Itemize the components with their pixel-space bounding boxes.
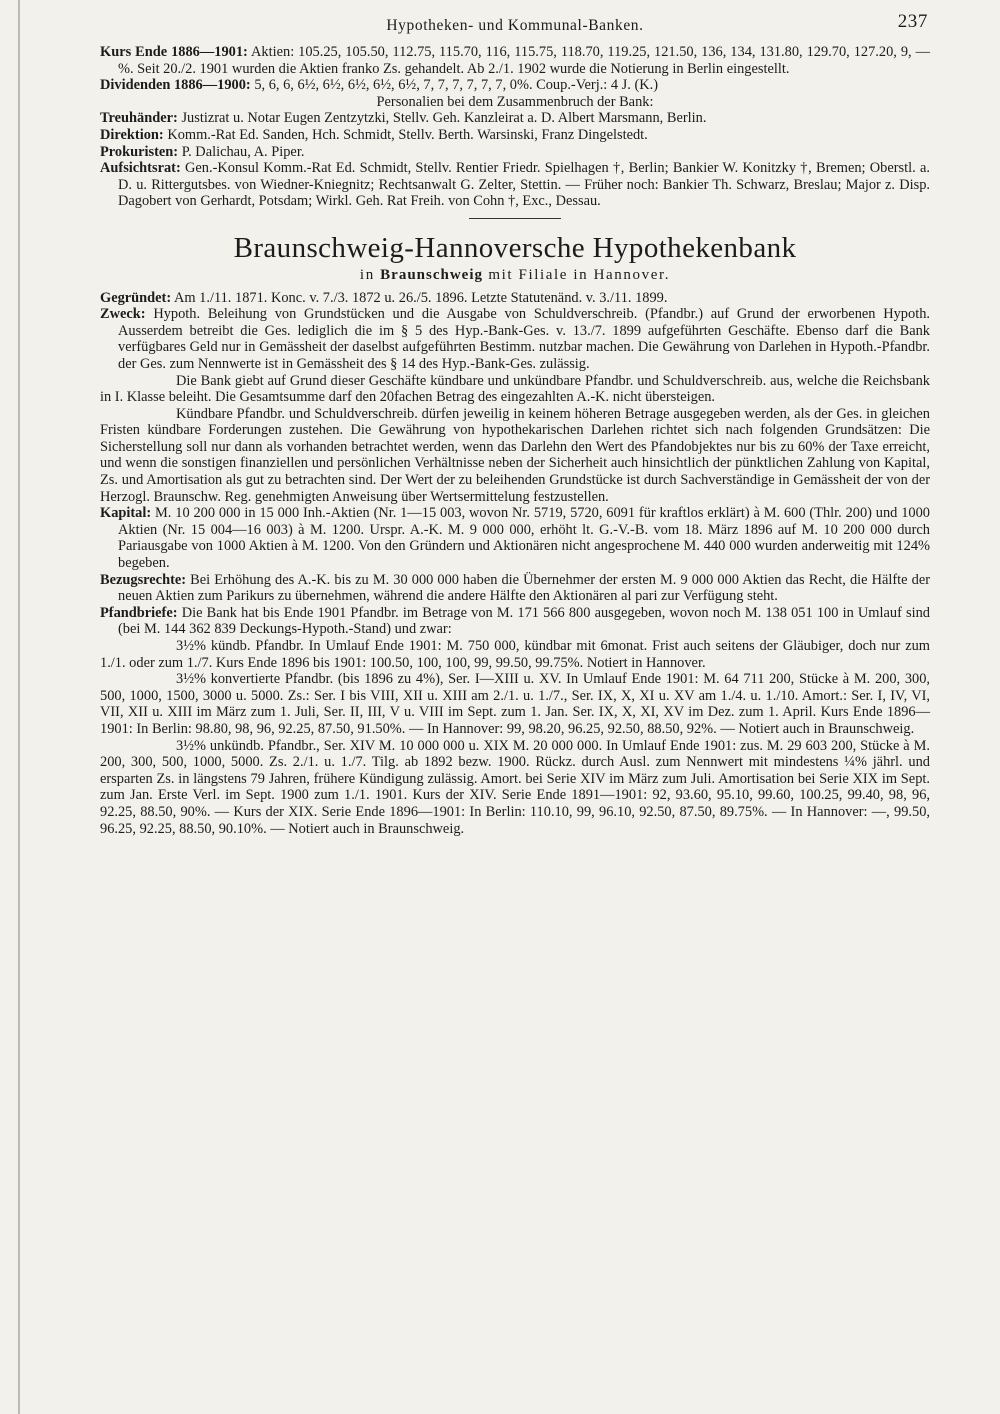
prokuristen-text: P. Dalichau, A. Piper.: [181, 143, 305, 160]
page-binding-edge: [18, 0, 20, 1414]
treuhaender-paragraph: [100, 110, 930, 127]
direktion-label: Direktion:: [100, 126, 164, 143]
pfandbriefe-kuendbar: 3½% kündb. Pfandbr. In Umlauf Ende 1901: M. 750 000, kündbar mit 6monat. Frist auch seitens der Gläubiger, doch nur zum 1./1. oder zum 1./7. Kurs Ende 1896 bis 1901: 100.50, 100, 100, 99, 99.50, 99.75%. Notiert in Hannover.: [100, 638, 930, 671]
section-divider: [469, 218, 561, 219]
gegruendet-paragraph: [100, 290, 930, 307]
zweck-paragraph-2: Die Bank giebt auf Grund dieser Geschäfte kündbare und unkündbare Pfandbr. und Schuldverschreib. aus, welche die Reichsbank in I. Klasse beleiht. Die Gesamtsumme darf den 20fachen Betrag des eingezahlten A.-K. nicht übersteigen.: [100, 372, 930, 406]
pfandbriefe-unkuendbar: 3½% unkündb. Pfandbr., Ser. XIV M. 10 000 000 u. XIX M. 20 000 000. In Umlauf Ende 1901: zus. M. 29 603 200, Stücke à M. 200, 300, 500, 1000, 5000. Zs. 2./1. u. 1./7. Tilg. ab 1892 bezw. 1900. Rückz. durch Ausl. zum Nennwert mit mindestens ¼% jährl. und ersparten Zs. in längstens 79 Jahren, frühere Kündigung zulässig. Amort. bei Serie XIV im März zum Juli. Amortisation bei Serie XIX im Sept. zum Jan. Erste Verl. im Sept. 1900 zum 1./1. 1901. Kurs der XIV. Serie Ende 1891—1901: 92, 93.60, 95.10, 99.60, 100.25, 99.40, 98, 96, 92.25, 88.50, 90%. — Kurs der XIX. Serie Ende 1896—1901: In Berlin: 110.10, 99, 96.10, 92.50, 87.50, 89.75%. — In Hannover: —, 99.50, 96.25, 92.25, 88.50, 90.10%. — Notiert auch in Braunschweig.: [100, 737, 930, 837]
treuhaender-text: Justizrat u. Notar Eugen Zentzytzki, Stellv. Geh. Kanzleirat a. D. Albert Marsmann, Berlin.: [181, 110, 707, 127]
zweck-text: Hypoth. Beleihung von Grundstücken und die Ausgabe von Schuldverschreib. (Pfandbr.) auf Grund der erworbenen Hypoth. Ausserdem betreibt die Ges. lediglich die im § 5 des Hyp.-Bank-Ges. v. 13./7. 1899 aufgeführten Geschäfte. Ebenso darf die Bank verfügbares Geld nur in Gemässheit der daselbst aufgeführten Bestimm. nutzbar machen. Die Gewährung von Darlehen in Hypoth.-Pfandbr. der Ges. zum Nennwerte ist in Gemässheit des § 14 des Hyp.-Bank-Ges. zulässig.: [118, 306, 930, 372]
direktion-text: Komm.-Rat Ed. Sanden, Hch. Schmidt, Stellv. Berth. Warsinski, Franz Dingelstedt.: [167, 126, 648, 143]
prokuristen-label: Prokuristen:: [100, 143, 179, 160]
pfandbriefe-paragraph: [100, 605, 930, 638]
pfandbriefe-konvertiert: 3½% konvertierte Pfandbr. (bis 1896 zu 4%), Ser. I—XIII u. XV. In Umlauf Ende 1901: M. 64 711 200, Stücke à M. 200, 300, 500, 1000, 1500, 3000 u. 5000. Zs.: Ser. I bis VIII, XII u. XIII am 2./1. u. 1./7., Ser. IX, X, XI u. XV am 1./4. u. 1./10. Amort.: Ser. I, IV, VI, VII, XII u. XIII im März zum 1. Juli, Ser. II, III, V u. VIII im Sept. zum 1. Jan. Ser. IX, X, XI, XV im Dez. zum 1. April. Kurs Ende 1896—1901: In Berlin: 98.80, 98, 96, 92.25, 87.50, 91.50%. — In Hannover: 99, 98.20, 96.25, 92.50, 88.50, 92%. — Notiert auch in Braunschweig.: [100, 671, 930, 737]
dividenden-text: 5, 6, 6, 6½, 6½, 6½, 6½, 6½, 7, 7, 7, 7, 7, 7, 0%. Coup.-Verj.: 4 J. (K.): [254, 77, 659, 94]
dividenden-paragraph: [100, 77, 930, 94]
pfandbriefe-label: Pfandbriefe:: [100, 604, 178, 621]
bezugsrechte-paragraph: [100, 572, 930, 605]
bank-subtitle-post: mit Filiale in Hannover.: [488, 266, 671, 283]
zweck-paragraph-3: Kündbare Pfandbr. und Schuldverschreib. dürfen jeweilig in keinem höheren Betrage ausgegeben werden, als der Ges. in gleichen Fristen kündbare Forderungen zustehen. Die Gewährung von hypothekarischen Darlehen richtet sich nach folgenden Grundsätzen: Die Sicherstellung soll nur dann als vorhanden betrachtet werden, wenn das Darlehn den Wert des Pfandobjektes nur bis zu 60% der Taxe erreicht, und wenn die sonstigen finanziellen und persönlichen Verhältnisse neben der Sicherheit auch hinsichtlich der pünktlichen Zahlung von Kapital, Zs. und Amortisation als gut zu betrachten sind. Der Wert der zu beleihenden Grundstücke ist durch Sachverständige in Gemässheit der von der Herzogl. Braunschw. Reg. genehmigten Anweisung über Wertsermittelung festzustellen.: [100, 405, 930, 505]
pfandbriefe-text: Die Bank hat bis Ende 1901 Pfandbr. im Betrage von M. 171 566 800 ausgegeben, wovon noch M. 138 051 100 in Umlauf sind (bei M. 144 362 839 Deckungs-Hypoth.-Stand) und zwar:: [118, 604, 930, 638]
kurs-label: Kurs Ende 1886—1901:: [100, 44, 248, 60]
bank-subtitle-city: Braunschweig: [380, 266, 483, 283]
kapital-label: Kapital:: [100, 505, 152, 522]
aufsichtsrat-label: Aufsichtsrat:: [100, 160, 181, 177]
bank-title: Braunschweig-Hannoversche Hypothekenbank: [233, 231, 797, 264]
kapital-text: M. 10 200 000 in 15 000 Inh.-Aktien (Nr. 1—15 003, wovon Nr. 5719, 5720, 6091 für kraftlos erklärt) à M. 600 (Thlr. 200) und 1000 Aktien (Nr. 15 004—16 003) à M. 1200. Urspr. A.-K. M. 9 000 000, erhöht lt. G.-V.-B. vom 18. März 1896 auf M. 10 200 000 durch Pariausgabe von 1000 Aktien à M. 1200. Von den Gründern und Aktionären nicht angesprochene M. 440 000 wurden anderweitig mit 124% begeben.: [118, 505, 930, 572]
aufsichtsrat-paragraph: [100, 160, 930, 210]
aufsichtsrat-text: Gen.-Konsul Komm.-Rat Ed. Schmidt, Stellv. Rentier Friedr. Spielhagen †, Berlin; Bankier W. Konitzky †, Bremen; Oberstl. a. D. u. Rittergutsbes. von Wiedner-Kniegnitz; Rechtsanwalt G. Zelter, Stettin. — Früher noch: Bankier Th. Schwarz, Breslau; Major z. Disp. Dagobert von Gerhardt, Potsdam; Wirkl. Geh. Rat Freih. von Cohn †, Exc., Dessau.: [118, 160, 930, 210]
bezugsrechte-label: Bezugsrechte:: [100, 571, 187, 588]
personalien-heading: Personalien bei dem Zusammenbruch der Bank:: [376, 93, 654, 110]
zweck-label: Zweck:: [100, 306, 146, 323]
dividenden-label: Dividenden 1886—1900:: [100, 77, 251, 94]
running-head: [100, 11, 930, 44]
gegruendet-text: Am 1./11. 1871. Konc. v. 7./3. 1872 u. 26./5. 1896. Letzte Statutenänd. v. 3./11. 1899.: [173, 289, 668, 306]
running-head-title: Hypotheken- und Kommunal-Banken.: [386, 17, 644, 34]
kurs-paragraph: [100, 44, 930, 77]
kurs-text: Aktien: 105.25, 105.50, 112.75, 115.70, 116, 115.75, 118.70, 119.25, 121.50, 136, 134, 131.80, 129.70, 127.20, 9, —%. Seit 20./2. 1901 wurden die Aktien franko Zs. gehandelt. Ab 2./1. 1902 wurde die Notierung in Berlin eingestellt.: [118, 44, 930, 77]
page-number: 237: [897, 11, 928, 32]
kapital-paragraph: [100, 505, 930, 571]
direktion-paragraph: [100, 127, 930, 144]
bank-subtitle: [100, 267, 930, 284]
bezugsrechte-text: Bei Erhöhung des A.-K. bis zu M. 30 000 000 haben die Übernehmer der ersten M. 9 000 000 Aktien das Recht, die Hälfte der neuen Aktien zum Parikurs zu übernehmen, während die andere Hälfte den Aktionären al pari zur Verfügung steht.: [118, 571, 930, 605]
gegruendet-label: Gegründet:: [100, 289, 172, 306]
prokuristen-paragraph: [100, 144, 930, 161]
zweck-paragraph: [100, 306, 930, 372]
treuhaender-label: Treuhänder:: [100, 110, 178, 127]
bank-subtitle-pre: in: [359, 266, 375, 283]
document-page: [100, 11, 930, 837]
